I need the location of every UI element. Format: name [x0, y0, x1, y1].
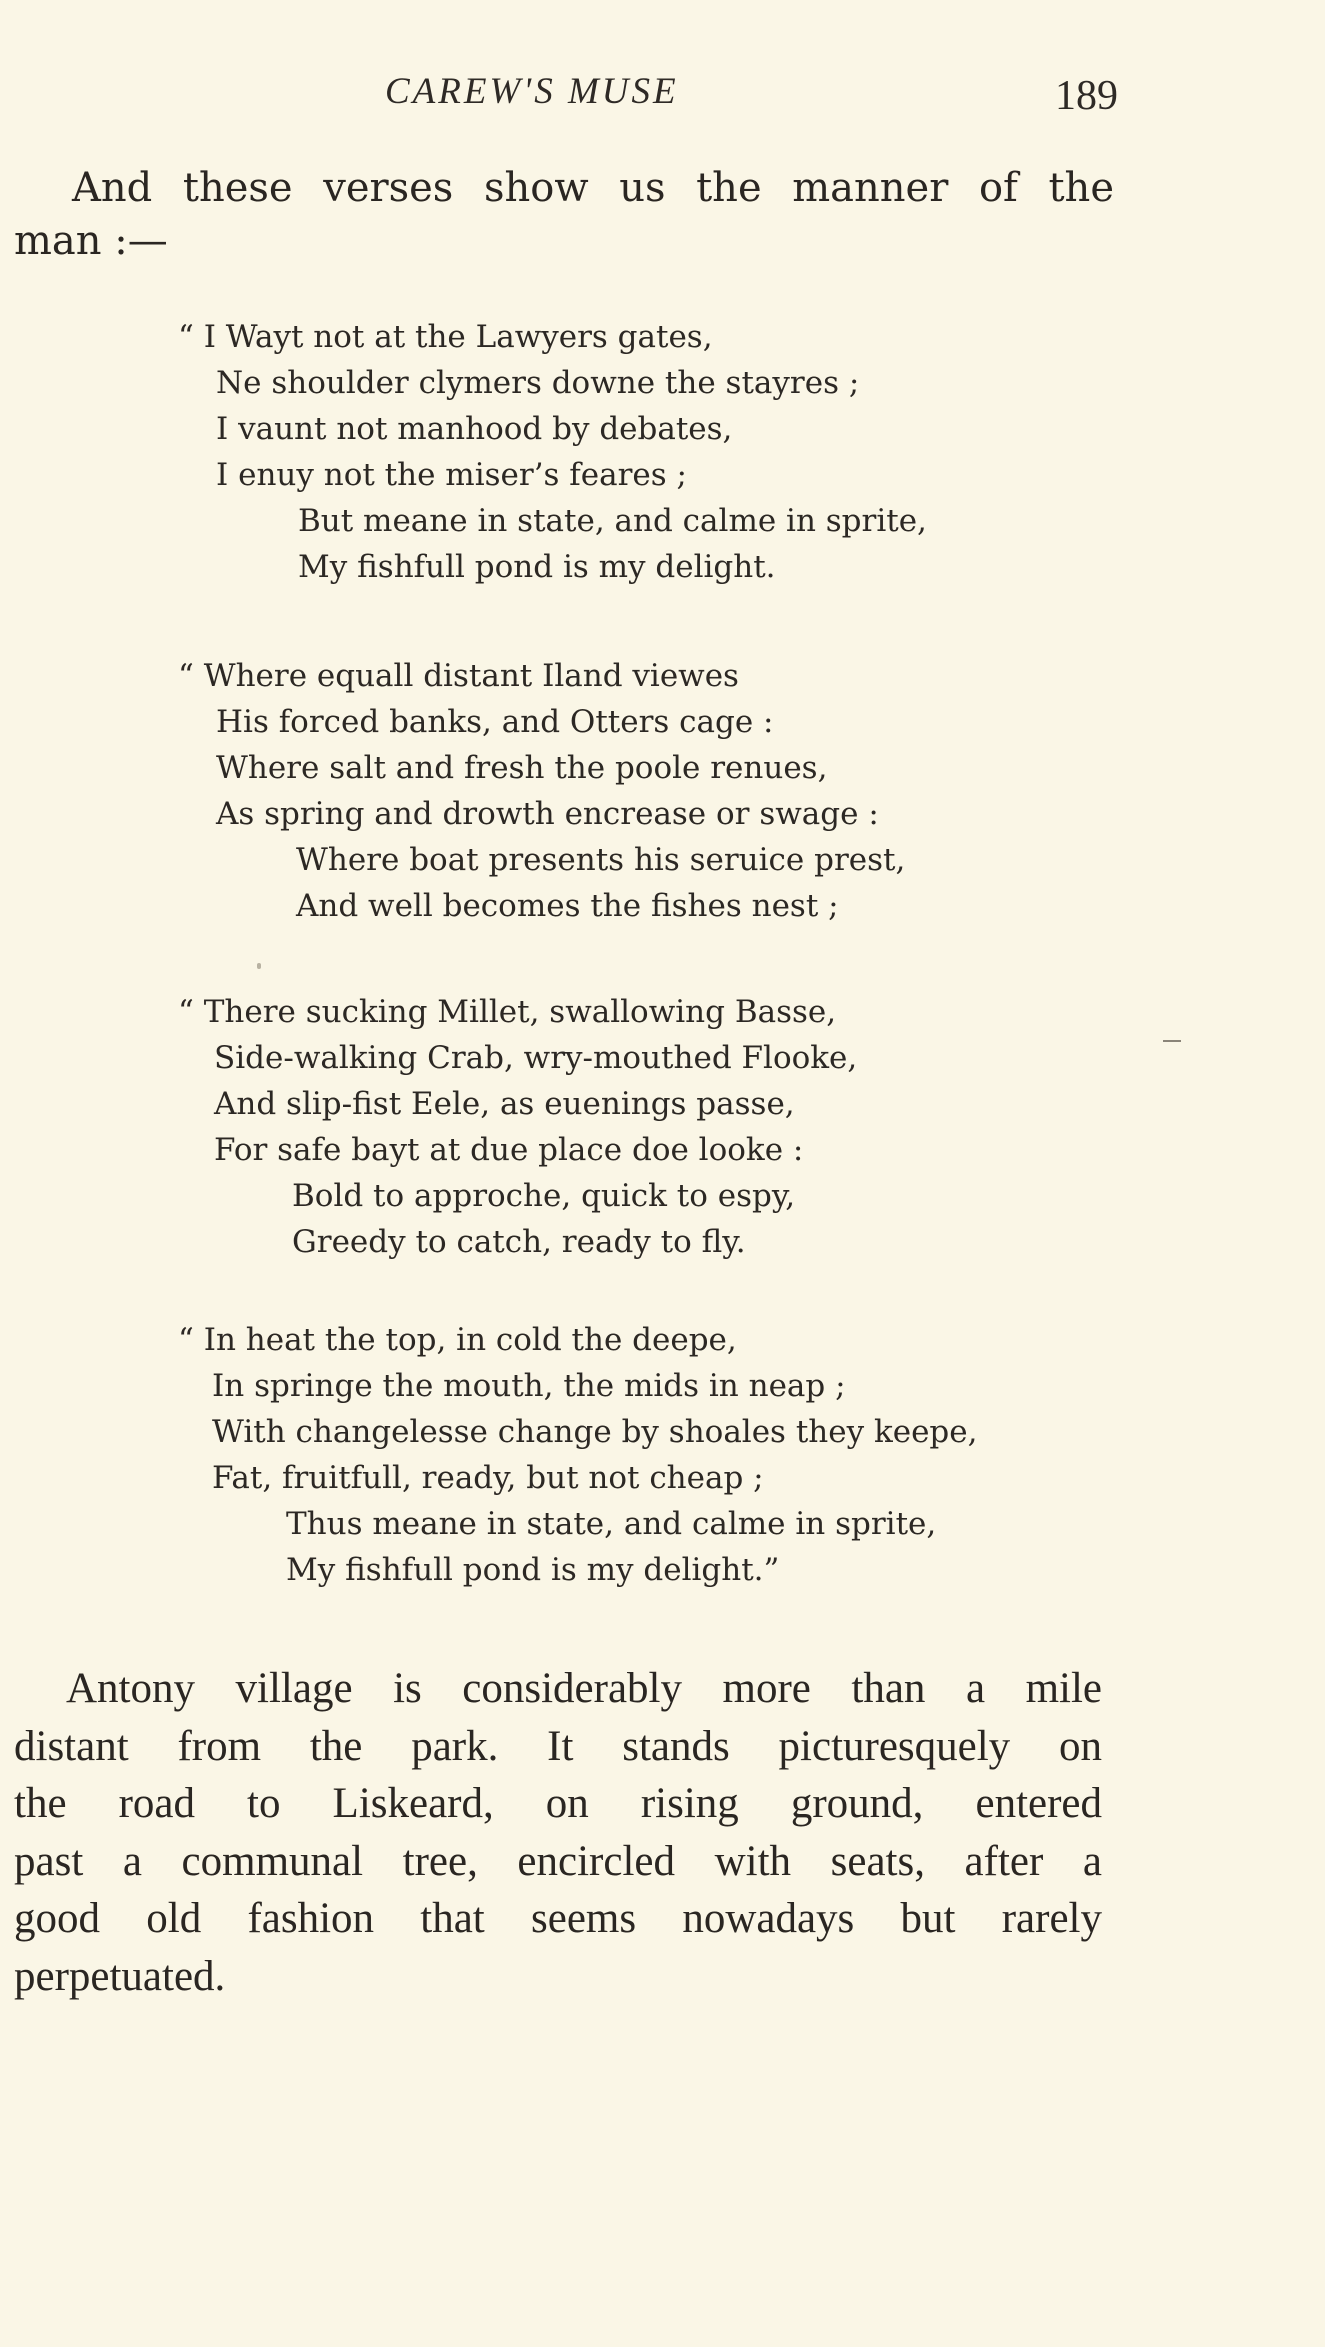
body-paragraph	[14, 1660, 1102, 2006]
paragraph-line: good old fashion that seems nowadays but rarely	[14, 1895, 1102, 1943]
verse-line: Thus meane in state, and calme in sprite,	[286, 1506, 937, 1542]
verse-line: And slip-fist Eele, as euenings passe,	[214, 1086, 795, 1122]
verse-line: Ne shoulder clymers downe the stayres ;	[216, 365, 860, 401]
paragraph-line: distant from the park. It stands picturesquely on	[14, 1722, 1102, 1770]
print-mark	[1163, 1040, 1181, 1042]
verse-line: “ In heat the top, in cold the deepe,	[178, 1322, 737, 1358]
verse-line: For safe bayt at due place doe looke :	[214, 1132, 804, 1168]
verse-line: But meane in state, and calme in sprite,	[298, 503, 927, 539]
verse-line: My fishfull pond is my delight.”	[286, 1552, 780, 1588]
intro-line-2: man :—	[14, 218, 168, 264]
verse-line: “ I Wayt not at the Lawyers gates,	[178, 319, 713, 355]
verse-line: Where boat presents his seruice prest,	[296, 842, 906, 878]
print-speck	[257, 963, 261, 969]
verse-line: I enuy not the miser’s feares ;	[216, 457, 687, 493]
paragraph-line: Antony village is considerably more than a mile	[66, 1665, 1102, 1712]
verse-line: And well becomes the fishes nest ;	[296, 888, 839, 924]
verse-line: As spring and drowth encrease or swage :	[216, 796, 879, 832]
paragraph-line: past a communal tree, encircled with seats, after a	[14, 1837, 1102, 1885]
verse-line: Side-walking Crab, wry-mouthed Flooke,	[214, 1040, 858, 1076]
verse-line: Greedy to catch, ready to fly.	[292, 1224, 746, 1260]
verse-line: “ Where equall distant Iland viewes	[178, 658, 739, 694]
verse-line: Fat, fruitfull, ready, but not cheap ;	[212, 1460, 764, 1496]
verse-line: Where salt and fresh the poole renues,	[216, 750, 828, 786]
paragraph-line: perpetuated.	[14, 1952, 226, 2000]
running-title: CAREW'S MUSE	[385, 71, 679, 112]
verse-line: With changelesse change by shoales they keepe,	[212, 1414, 978, 1450]
verse-line: My fishfull pond is my delight.	[298, 549, 776, 585]
verse-line: “ There sucking Millet, swallowing Basse,	[178, 994, 837, 1030]
verse-line: I vaunt not manhood by debates,	[216, 411, 733, 447]
verse-line: In springe the mouth, the mids in neap ;	[212, 1368, 846, 1404]
intro-line-1: And these verses show us the manner of the	[72, 165, 1114, 211]
verse-line: Bold to approche, quick to espy,	[292, 1178, 796, 1214]
paragraph-line: the road to Liskeard, on rising ground, entered	[14, 1780, 1102, 1828]
page-number: 189	[1055, 73, 1118, 119]
verse-line: His forced banks, and Otters cage :	[216, 704, 774, 740]
